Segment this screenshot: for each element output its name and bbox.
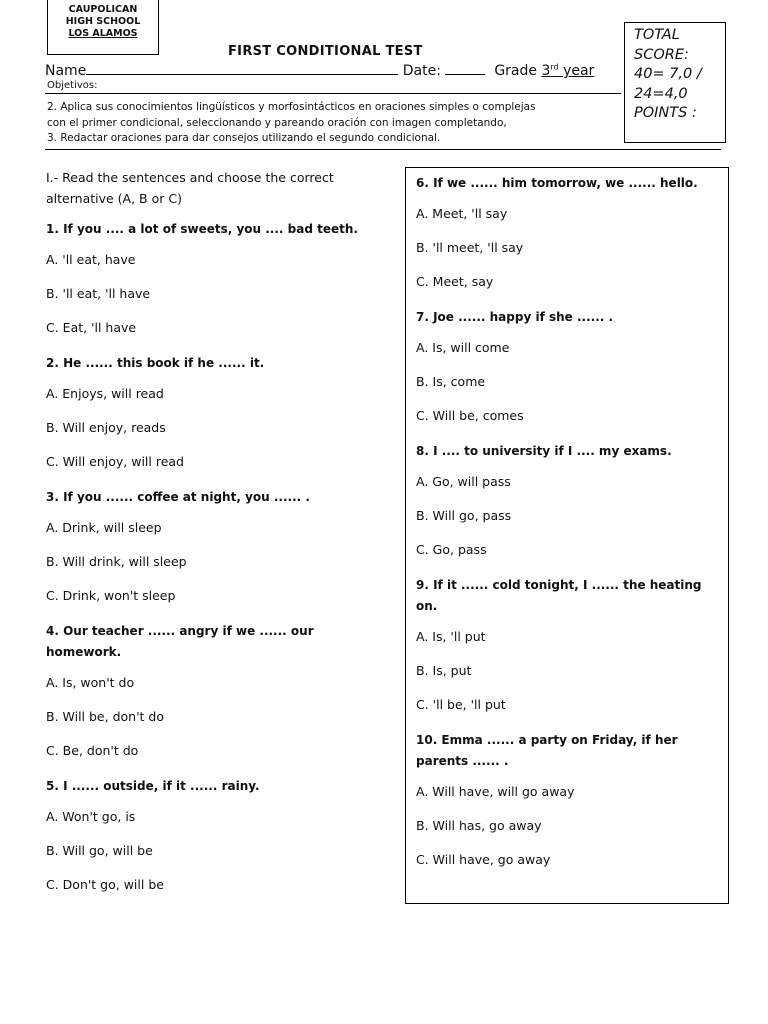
answer-option[interactable]: C. Meet, say [416, 274, 494, 289]
answer-option[interactable]: B. Is, put [416, 663, 472, 678]
answer-option[interactable]: B. Will go, pass [416, 508, 512, 523]
answer-option[interactable]: C. Don't go, will be [46, 877, 164, 892]
left-column [46, 167, 371, 910]
grade-suffix: year [563, 63, 595, 79]
answer-option[interactable]: B. Is, come [416, 374, 486, 389]
score-line: TOTAL [634, 27, 680, 43]
score-box [624, 22, 726, 143]
answer-option[interactable]: C. Will enjoy, will read [46, 454, 184, 469]
name-label: Name [45, 63, 87, 79]
question-stem: 10. Emma ...... a party on Friday, if her parents ...... . [416, 733, 678, 768]
question-stem: 4. Our teacher ...... angry if we ...... our homework. [46, 624, 314, 659]
name-field[interactable] [86, 61, 398, 75]
divider [45, 93, 621, 94]
name-row [45, 61, 594, 79]
answer-option[interactable]: A. Go, will pass [416, 474, 511, 489]
answer-option[interactable]: A. Won't go, is [46, 809, 136, 824]
score-line: SCORE: [634, 46, 689, 63]
answer-option[interactable]: B. Will enjoy, reads [46, 420, 166, 435]
objective-line: 3. Redactar oraciones para dar consejos utilizando el segundo condicional. [47, 132, 441, 144]
answer-option[interactable]: A. Is, will come [416, 340, 510, 355]
answer-option[interactable]: A. Enjoys, will read [46, 386, 164, 401]
question-stem: 6. If we ...... him tomorrow, we ...... hello. [416, 176, 698, 190]
answer-option[interactable]: B. 'll meet, 'll say [416, 240, 524, 255]
grade-label: Grade [494, 63, 537, 79]
question-stem: 7. Joe ...... happy if she ...... . [416, 310, 614, 324]
answer-option[interactable]: C. Go, pass [416, 542, 487, 557]
answer-option[interactable]: B. Will drink, will sleep [46, 554, 187, 569]
right-column [405, 167, 729, 904]
score-line: 40= 7,0 / [634, 66, 702, 82]
page-title: FIRST CONDITIONAL TEST [228, 44, 423, 59]
date-label: Date: [402, 63, 441, 79]
school-line-3: LOS ALAMOS [68, 28, 138, 39]
score-line: 24=4,0 [634, 85, 688, 102]
answer-option[interactable]: A. Is, won't do [46, 675, 135, 690]
grade-sup: rd [550, 62, 559, 72]
answer-option[interactable]: A. Is, 'll put [416, 629, 486, 644]
answer-option[interactable]: B. Will has, go away [416, 818, 542, 833]
divider [45, 149, 721, 150]
question-stem: 8. I .... to university if I .... my exams. [416, 444, 672, 458]
question-stem: 3. If you ...... coffee at night, you ...... . [46, 490, 310, 504]
question-stem: 9. If it ...... cold tonight, I ...... the heating on. [416, 578, 702, 613]
question-stem: 5. I ...... outside, if it ...... rainy. [46, 779, 260, 793]
answer-option[interactable]: B. Will go, will be [46, 843, 153, 858]
answer-option[interactable]: A. Will have, will go away [416, 784, 575, 799]
objective-line: 2. Aplica sus conocimientos lingüísticos y morfosintácticos en oraciones simples o complejas [47, 101, 536, 113]
answer-option[interactable]: A. Drink, will sleep [46, 520, 162, 535]
instructions: I.- Read the sentences and choose the correct alternative (A, B or C) [46, 170, 334, 206]
answer-option[interactable]: C. Drink, won't sleep [46, 588, 176, 603]
answer-option[interactable]: C. Be, don't do [46, 743, 139, 758]
answer-option[interactable]: C. Eat, 'll have [46, 320, 137, 335]
date-field[interactable] [445, 61, 485, 75]
answer-option[interactable]: C. Will be, comes [416, 408, 524, 423]
grade-value: 3 [541, 63, 551, 79]
answer-option[interactable]: A. Meet, 'll say [416, 206, 508, 221]
question-stem: 1. If you .... a lot of sweets, you .... bad teeth. [46, 222, 358, 236]
objectives [47, 100, 536, 147]
answer-option[interactable]: B. 'll eat, 'll have [46, 286, 151, 301]
score-line: POINTS : [634, 105, 697, 121]
answer-option[interactable]: A. 'll eat, have [46, 252, 136, 267]
school-line-2: HIGH SCHOOL [65, 16, 141, 27]
answer-option[interactable]: C. Will have, go away [416, 852, 551, 867]
answer-option[interactable]: C. 'll be, 'll put [416, 697, 506, 712]
school-line-1: CAUPOLICAN [68, 4, 138, 15]
objetivos-label: Objetivos: [47, 80, 98, 91]
question-stem: 2. He ...... this book if he ...... it. [46, 356, 265, 370]
school-box [47, 0, 159, 55]
answer-option[interactable]: B. Will be, don't do [46, 709, 164, 724]
objective-line: con el primer condicional, seleccionando y pareando oración con imagen completando, [47, 116, 507, 129]
